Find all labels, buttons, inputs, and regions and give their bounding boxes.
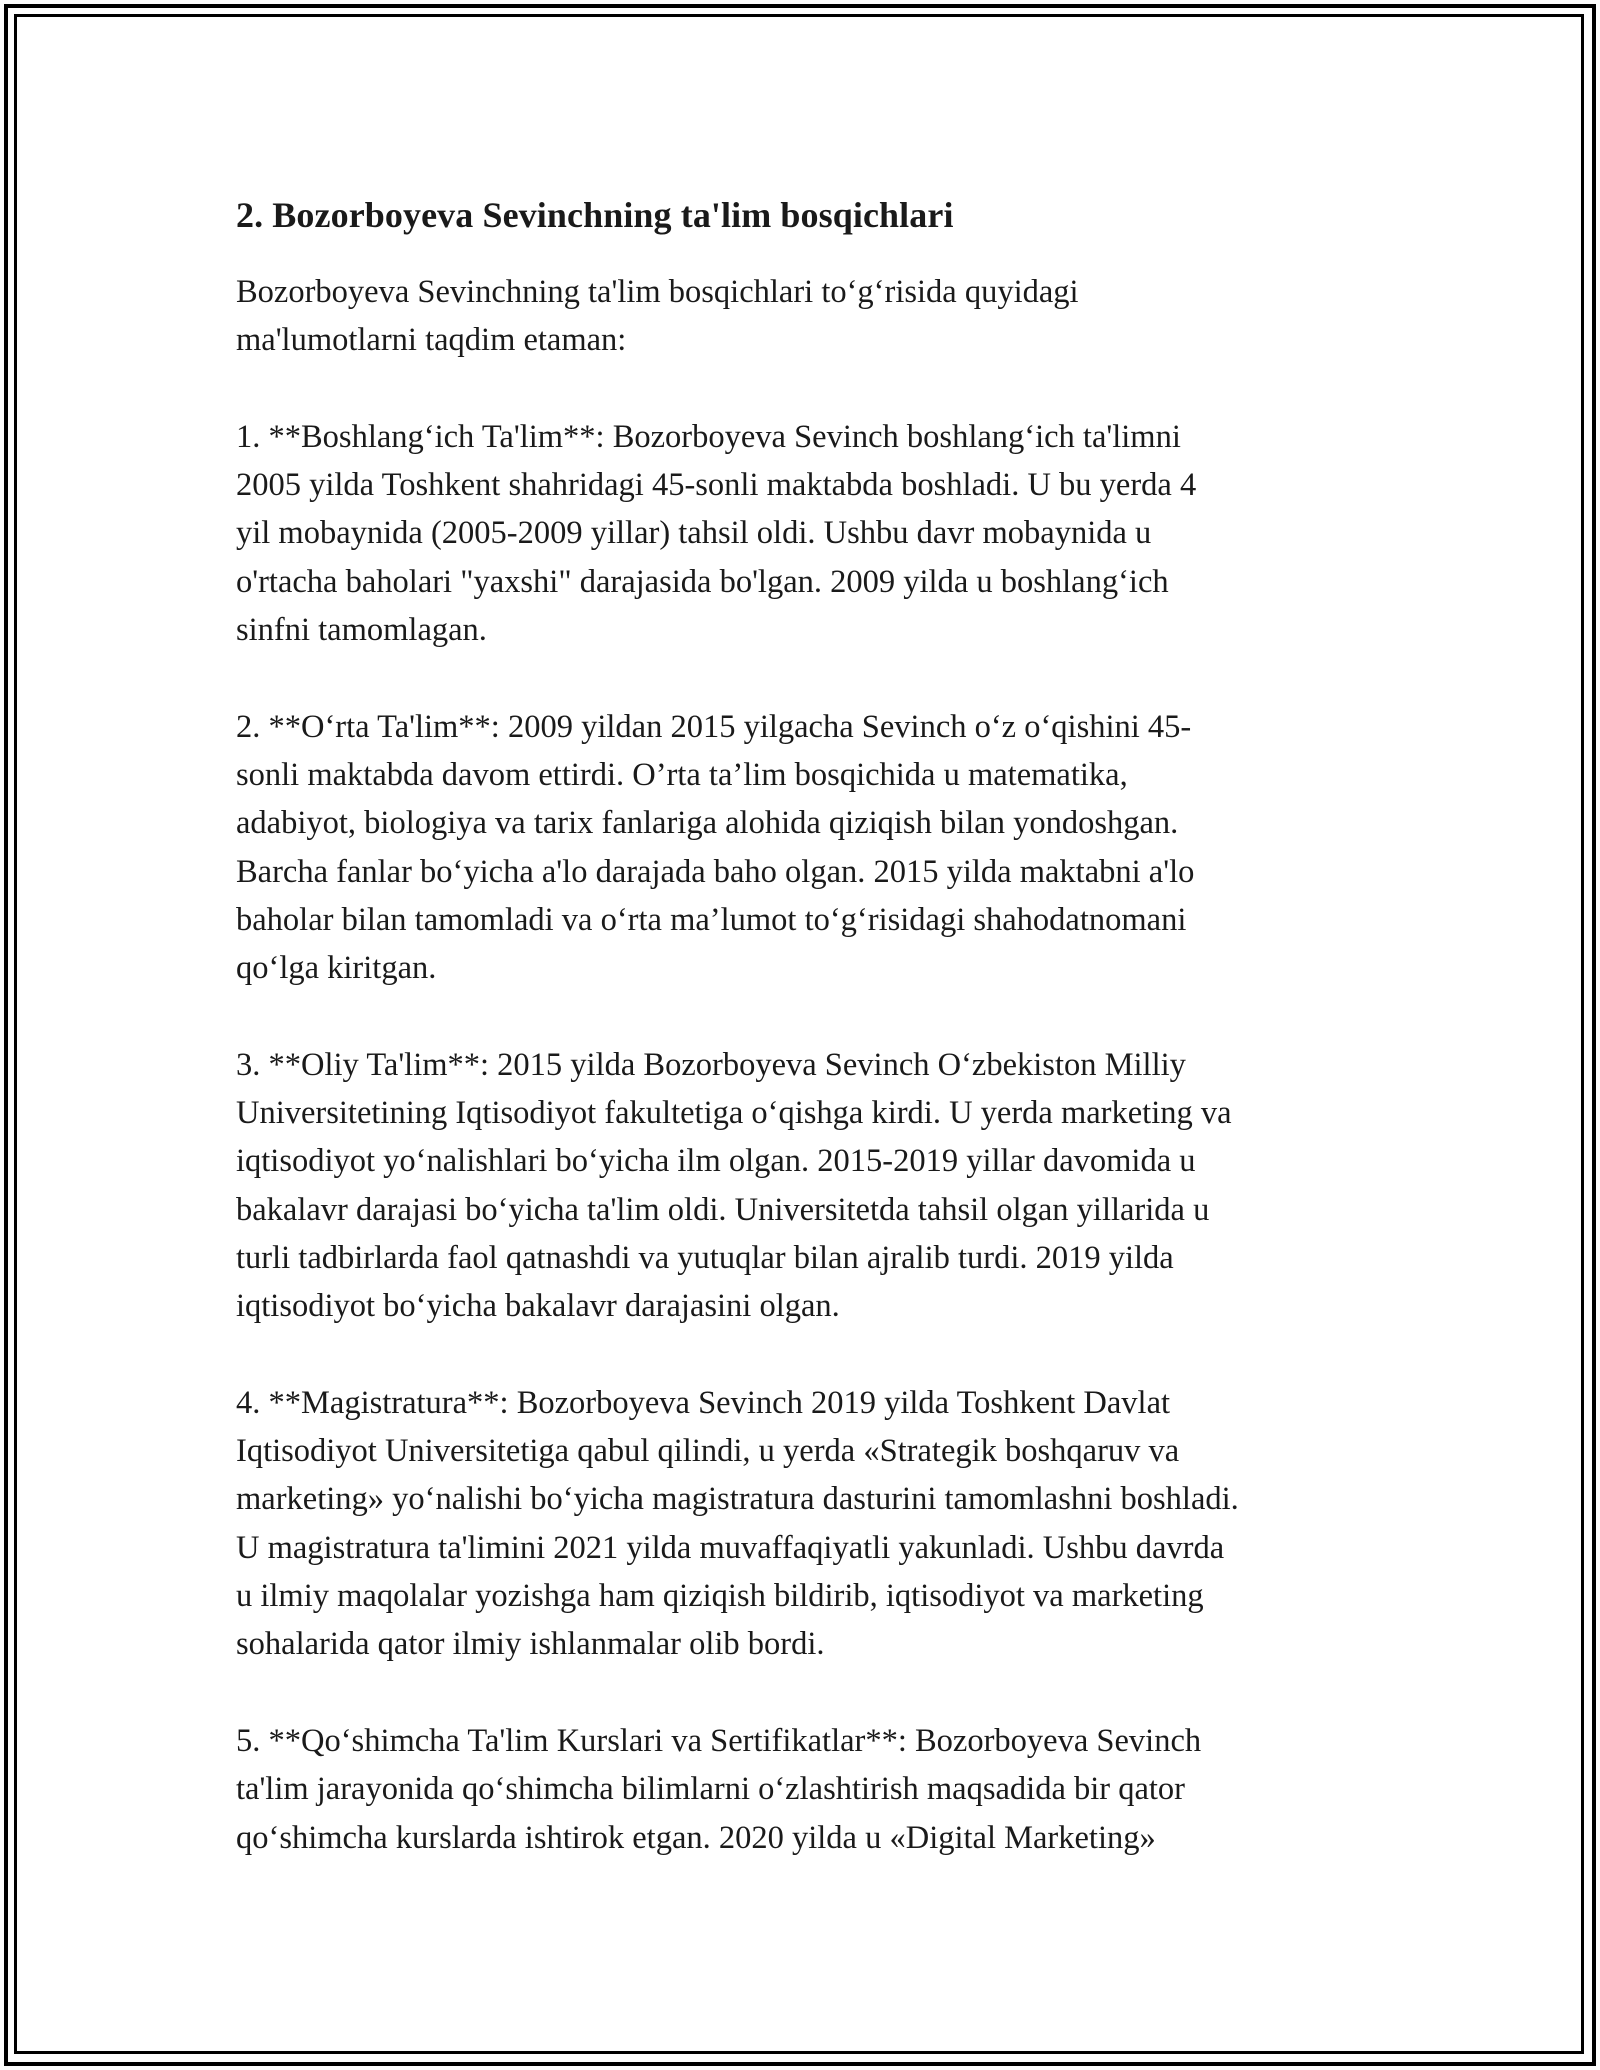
intro-paragraph (236, 268, 1386, 365)
text-line: baholar bilan tamomladi va o‘rta ma’lumot to‘g‘risidagi shahodatnomani (236, 901, 1187, 938)
text-line: qo‘shimcha kurslarda ishtirok etgan. 2020 yilda u «Digital Marketing» (236, 1819, 1156, 1856)
paragraph-gap (236, 654, 1386, 702)
text-line: Iqtisodiyot Universitetiga qabul qilindi, u yerda «Strategik boshqaruv va (236, 1433, 1180, 1470)
paragraph-gap (236, 365, 1386, 413)
text-line: bakalavr darajasi bo‘yicha ta'lim oldi. Universitetda tahsil olgan yillarida u (236, 1191, 1210, 1228)
list-item-higher-education (236, 1041, 1386, 1331)
text-line: 2005 yilda Toshkent shahridagi 45-sonli maktabda boshladi. U bu yerda 4 (236, 467, 1197, 504)
text-line: sonli maktabda davom ettirdi. O’rta ta’lim bosqichida u matematika, (236, 756, 1128, 793)
text-line: U magistratura ta'limini 2021 yilda muvaffaqiyatli yakunladi. Ushbu davrda (236, 1529, 1225, 1566)
list-item-primary-education (236, 413, 1386, 654)
text-line: 2. **O‘rta Ta'lim**: 2009 yildan 2015 yilgacha Sevinch o‘z o‘qishini 45- (236, 708, 1192, 745)
text-line: 1. **Boshlang‘ich Ta'lim**: Bozorboyeva Sevinch boshlang‘ich ta'limni (236, 418, 1181, 455)
text-line: iqtisodiyot yo‘nalishlari bo‘yicha ilm olgan. 2015-2019 yillar davomida u (236, 1143, 1196, 1180)
text-line: turli tadbirlarda faol qatnashdi va yutuqlar bilan ajralib turdi. 2019 yilda (236, 1239, 1174, 1276)
paragraph-gap (236, 1669, 1386, 1717)
text-line: 5. **Qo‘shimcha Ta'lim Kurslari va Sertifikatlar**: Bozorboyeva Sevinch (236, 1722, 1202, 1759)
text-line: o'rtacha baholari "yaxshi" darajasida bo'lgan. 2009 yilda u boshlang‘ich (236, 563, 1169, 600)
text-line: iqtisodiyot bo‘yicha bakalavr darajasini olgan. (236, 1288, 840, 1325)
text-line: marketing» yo‘nalishi bo‘yicha magistratura dasturini tamomlashni boshladi. (236, 1481, 1239, 1518)
text-line: sinfni tamomlagan. (236, 612, 487, 649)
text-line: adabiyot, biologiya va tarix fanlariga alohida qiziqish bilan yondoshgan. (236, 805, 1179, 842)
document-body (236, 190, 1386, 1862)
text-line: sohalarida qator ilmiy ishlanmalar olib bordi. (236, 1626, 825, 1663)
text-line: ma'lumotlarni taqdim etaman: (236, 322, 627, 359)
text-line: qo‘lga kiritgan. (236, 950, 437, 987)
text-line: yil mobaynida (2005-2009 yillar) tahsil oldi. Ushbu davr mobaynida u (236, 515, 1152, 552)
text-line: Bozorboyeva Sevinchning ta'lim bosqichlari to‘g‘risida quyidagi (236, 274, 1079, 310)
list-item-additional-courses (236, 1717, 1386, 1862)
text-line: ta'lim jarayonida qo‘shimcha bilimlarni o‘zlashtirish maqsadida bir qator (236, 1771, 1186, 1808)
section-heading: 2. Bozorboyeva Sevinchning ta'lim bosqichlari (236, 195, 954, 235)
text-line: 3. **Oliy Ta'lim**: 2015 yilda Bozorboyeva Sevinch O‘zbekiston Milliy (236, 1046, 1186, 1083)
text-line: Universitetining Iqtisodiyot fakultetiga o‘qishga kirdi. U yerda marketing va (236, 1095, 1232, 1132)
text-line: 4. **Magistratura**: Bozorboyeva Sevinch 2019 yilda Toshkent Davlat (236, 1384, 1171, 1421)
text-line: u ilmiy maqolalar yozishga ham qiziqish bildirib, iqtisodiyot va marketing (236, 1578, 1204, 1615)
paragraph-gap (236, 992, 1386, 1040)
list-item-secondary-education (236, 703, 1386, 993)
text-line: Barcha fanlar bo‘yicha a'lo darajada baho olgan. 2015 yilda maktabni a'lo (236, 853, 1195, 890)
list-item-masters (236, 1379, 1386, 1669)
paragraph-gap (236, 1331, 1386, 1379)
